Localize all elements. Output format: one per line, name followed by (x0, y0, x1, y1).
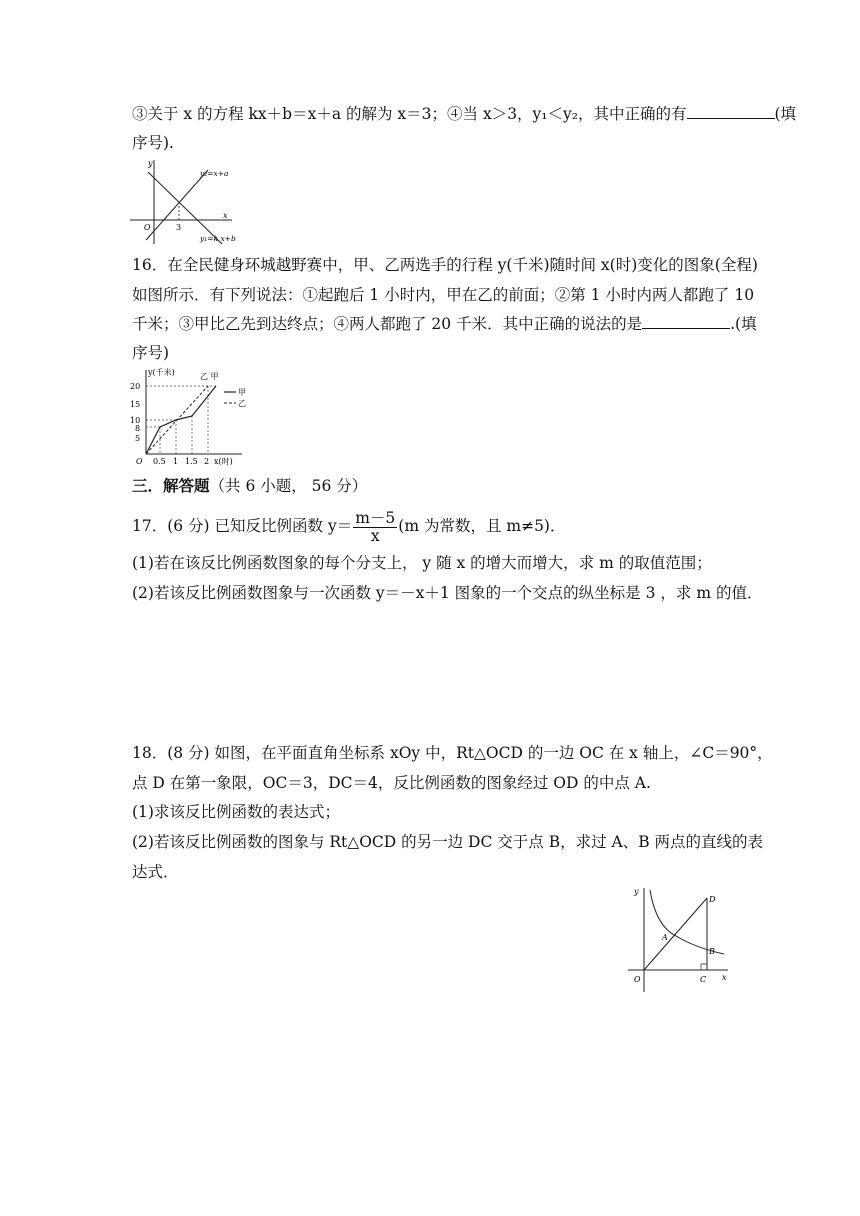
q16-legend-jia: 甲 (238, 388, 246, 397)
q15-answer-blank[interactable] (687, 104, 775, 119)
q17-suffix: (m 为常数，且 m≠5)． (398, 517, 566, 535)
q18-label-o: O (634, 975, 641, 984)
q18-right-angle (701, 964, 707, 970)
q16-ytick-15: 15 (130, 400, 141, 409)
q16-line-2: 如图所示．有下列说法：①起跑后 1 小时内，甲在乙的前面；②第 1 小时内两人都跑了 10 (132, 286, 755, 304)
q15-text-1-end: (填 (774, 105, 797, 123)
q16-ytick-10: 10 (130, 416, 141, 425)
q18-part-1: (1)求该反比例函数的表达式； (132, 803, 340, 821)
q16-answer-blank[interactable] (642, 314, 730, 329)
q15-label-line1: y₁=k x+b (200, 234, 236, 243)
q16-x-title: x(时) (214, 457, 233, 466)
section3-note: （共 6 小题， 56 分） (209, 477, 368, 495)
q15-label-3: 3 (176, 223, 182, 232)
q15-label-o: O (144, 223, 151, 232)
q15-label-x: x (223, 211, 228, 220)
q16-line-3 (132, 314, 757, 334)
q15-graph (128, 158, 240, 246)
q18-graph (624, 882, 736, 994)
q17-part-1: (1)若在该反比例函数图象的每个分支上， y 随 x 的增大而增大，求 m 的取值范围； (132, 554, 712, 572)
q18-label-y: y (634, 887, 639, 896)
q18-line-1: 18．(8 分) 如图，在平面直角坐标系 xOy 中，Rt△OCD 的一边 OC 在 x 轴上，∠C＝90°， (132, 744, 773, 762)
q16-ytick-8: 8 (135, 424, 141, 433)
q16-ytick-20: 20 (130, 382, 141, 391)
q16-line-4: 序号) (132, 344, 170, 362)
q18-label-b: B (709, 947, 715, 956)
q16-text-3-end: .(填 (730, 315, 757, 333)
q16-xtick-2: 2 (204, 457, 210, 466)
q16-line-1: 16．在全民健身环城越野赛中，甲、乙两选手的行程 y(千米)随时间 x(时)变化的图象(全程) (132, 256, 758, 274)
q16-text-3: 千米；③甲比乙先到达终点；④两人都跑了 20 千米．其中正确的说法的是 (132, 315, 643, 333)
q16-series-jia (146, 386, 216, 454)
q15-label-line2: y₂=x+a (200, 169, 229, 178)
section3-line (132, 476, 367, 496)
q18-part-2b: 达式． (132, 863, 179, 881)
q17-frac-num: m－5 (355, 508, 396, 527)
q15-line-2: 序号). (132, 134, 174, 152)
q18-segment-od (644, 898, 707, 970)
q16-xtick-1: 1 (173, 457, 179, 466)
q17-part-2: (2)若该反比例函数图象与一次函数 y＝－x＋1 图象的一个交点的纵坐标是 3 ，求 m 的值． (132, 584, 763, 602)
section3-heading: 三．解答题 (132, 476, 210, 495)
q18-label-a: A (662, 933, 668, 942)
q17-line-1 (132, 508, 565, 545)
q15-label-y: y (148, 159, 153, 168)
q18-part-2: (2)若该反比例函数的图象与 Rt△OCD 的另一边 DC 交于点 B，求过 A、B 两点的直线的表 (132, 833, 764, 851)
q16-xtick-05: 0.5 (153, 457, 166, 466)
q16-xtick-15: 1.5 (185, 457, 198, 466)
q16-origin: O (136, 457, 143, 466)
q17-frac-den: x (370, 526, 380, 545)
q16-y-title: y(千米) (148, 368, 175, 377)
q18-line-2: 点 D 在第一象限，OC＝3，DC＝4，反比例函数的图象经过 OD 的中点 A. (132, 774, 651, 792)
q18-label-x: x (722, 973, 727, 982)
q16-legend-yi: 乙 (238, 399, 246, 408)
q18-label-d: D (709, 895, 716, 904)
q16-graph (128, 366, 252, 470)
q17-fraction (353, 510, 397, 545)
q15-line-1 (132, 104, 796, 124)
q17-prefix: 17．(6 分) 已知反比例函数 y＝ (132, 517, 353, 535)
q16-ytick-5: 5 (135, 434, 141, 443)
q18-label-c: C (700, 975, 707, 984)
q16-top-labels: 乙 甲 (200, 372, 219, 381)
q15-text-1: ③关于 x 的方程 kx＋b＝x＋a 的解为 x＝3；④当 x＞3，y₁＜y₂，其中正确的有 (132, 105, 687, 123)
